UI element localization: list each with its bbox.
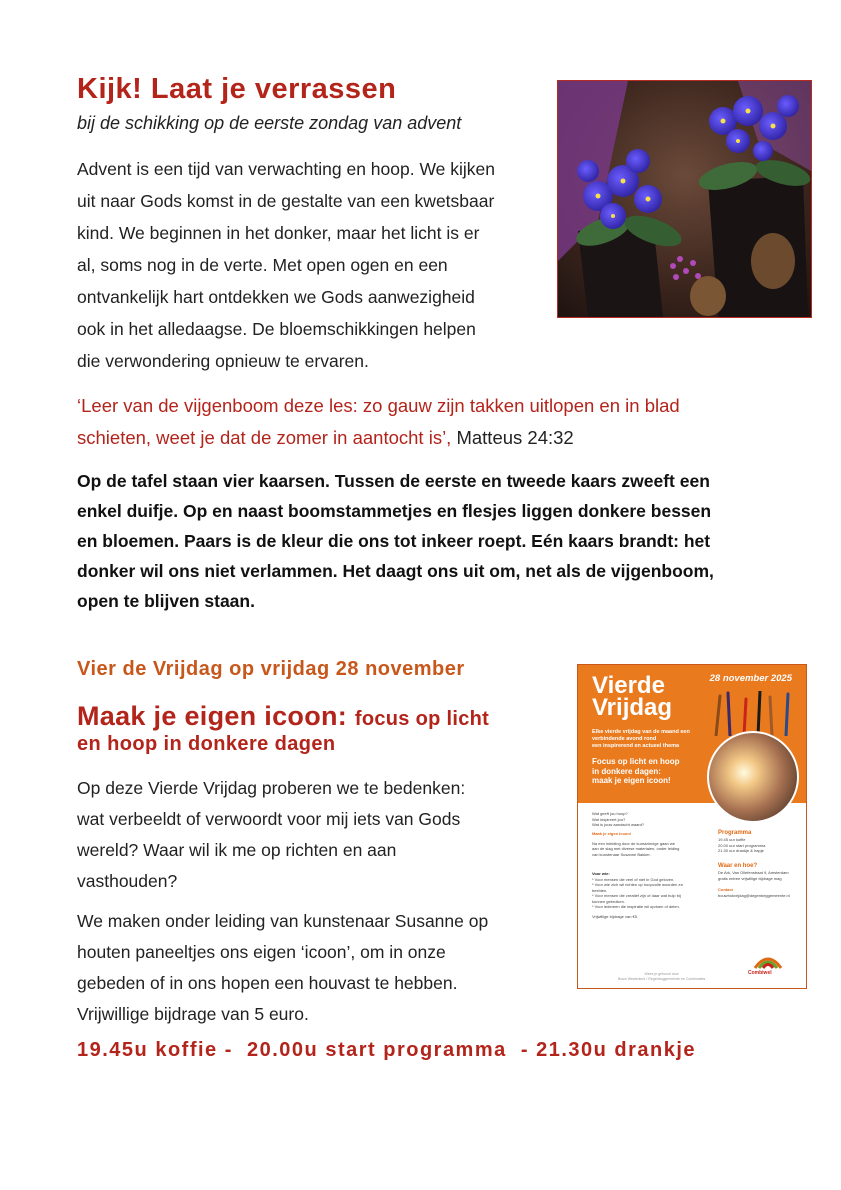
event-title xyxy=(77,700,489,735)
poster-footer xyxy=(618,972,705,982)
poster-title xyxy=(592,672,673,721)
event-paragraph-1 xyxy=(77,773,465,897)
section1-subtitle: bij de schikking op de eerste zondag van advent xyxy=(77,113,462,133)
paragraph-line: houten paneeltjes ons eigen ‘icoon’, om in onze xyxy=(77,942,446,962)
poster-waar-line: De Ark, Van Ollefenstraat 9, Amsterdam xyxy=(718,870,789,875)
intro-line: uit naar Gods komst in de gestalte van een kwetsbaar xyxy=(77,191,495,211)
section1-intro xyxy=(77,153,547,377)
poster-voor-wie-line: beelden. xyxy=(592,887,608,893)
description-line: donker wil ons niet verlammen. Het daagt ons uit om, net als de vijgenboom, xyxy=(77,561,714,581)
poster-voor-wie-line: * Voor mensen die creatief zijn of daar wat hulp bij xyxy=(592,893,681,898)
poster-questions xyxy=(592,811,644,828)
event-schedule: 19.45u koffie - 20.00u start programma - 21.30u drankje xyxy=(77,1039,697,1061)
poster-programma-line: 20.00 uur start programma xyxy=(718,842,766,848)
vierde-vrijdag-poster xyxy=(577,664,807,989)
poster-contact-heading: Contact xyxy=(718,887,733,892)
poster-programma-line: 19.45 uur koffie xyxy=(718,837,746,842)
poster-light-image xyxy=(706,730,801,825)
quote-line: ‘Leer van de vijgenboom deze les: zo gauw zijn takken uitlopen en in blad xyxy=(77,395,680,416)
paragraph-line: Op deze Vierde Vrijdag proberen we te bedenken: xyxy=(77,778,466,798)
intro-line: ontvankelijk hart ontdekken we Gods aanwezigheid xyxy=(77,287,475,307)
poster-voor-wie-line: * Voor iedereen die inspiratie wil opdoen of delen. xyxy=(592,904,680,909)
arrangement-description xyxy=(77,466,714,616)
poster-maak-line: van kunstenaar Susanne Bakker. xyxy=(592,851,651,857)
poster-footer-line: Wees je gehoord door xyxy=(644,972,679,976)
poster-maak-line: Na een inleiding door de kunstzinnige gaan we xyxy=(592,840,675,846)
poster-maak-heading: Maak je eigen icoon! xyxy=(592,831,632,836)
poster-question: Wat is jouw aandacht waard? xyxy=(592,822,645,827)
event-title-main: Maak je eigen icoon: xyxy=(77,701,348,731)
description-line: Op de tafel staan vier kaarsen. Tussen de eerste en tweede kaars zweeft een xyxy=(77,471,710,491)
poster-voor-wie-line: * Voor mensen die veel of niet in God geloven. xyxy=(592,876,675,882)
poster-subtitle-line: Elke vierde vrijdag van de maand een xyxy=(592,729,690,735)
quote-line-2 xyxy=(77,422,680,454)
poster-voor-wie-heading: Voor wie: xyxy=(592,871,610,876)
poster-voor-wie xyxy=(592,871,683,919)
poster-date: 28 november 2025 xyxy=(709,673,792,684)
poster-waar-heading: Waar en hoe? xyxy=(718,863,758,869)
poster-focus-line: maak je eigen icoon! xyxy=(592,776,671,785)
paragraph-line: vasthouden? xyxy=(77,871,178,891)
combiwel-logo-icon xyxy=(753,950,783,970)
poster-title-line: Vierde xyxy=(592,672,665,699)
intro-line: ook in het alledaagse. De bloemschikkingen helpen xyxy=(77,319,476,339)
flower-arrangement-photo xyxy=(557,80,812,318)
poster-voor-wie-line: * Voor wie zich wil richten op hoopvolle woorden en xyxy=(592,882,683,887)
description-line: open te blijven staan. xyxy=(77,591,255,611)
intro-line: kind. We beginnen in het donker, maar het licht is er xyxy=(77,223,480,243)
poster-title-line: Vrijdag xyxy=(592,694,673,721)
poster-logo-text: Combiwel xyxy=(748,970,772,976)
section1-title: Kijk! Laat je verrassen xyxy=(77,73,397,105)
event-heading: Vier de Vrijdag op vrijdag 28 november xyxy=(77,658,465,680)
poster-focus-line: in donkere dagen: xyxy=(592,766,661,776)
event-paragraph-2 xyxy=(77,906,488,1030)
poster-footer-line: Bouw Westerkerk / Regenboggemeente en Combinaties xyxy=(618,977,706,981)
quote-line: schieten, weet je dat de zomer in aantocht is’, xyxy=(77,427,452,448)
poster-subtitle xyxy=(592,729,690,750)
intro-line: Advent is een tijd van verwachting en hoop. We kijken xyxy=(77,159,495,179)
poster-programma-line: 21.30 uur drankje & hapje xyxy=(718,848,764,853)
poster-subtitle-line: verbindende avond rond xyxy=(592,736,657,742)
flower-arrangement-image xyxy=(558,81,811,317)
paragraph-line: gebeden of in ons hopen een houvast te hebben. xyxy=(77,973,458,993)
paragraph-line: Vrijwillige bijdrage van 5 euro. xyxy=(77,1004,309,1024)
poster-subtitle-line: een inspirerend en actueel thema xyxy=(592,743,680,749)
poster-maak-section xyxy=(592,831,679,857)
poster-programma-heading: Programma xyxy=(718,830,752,836)
intro-line: al, soms nog in de verte. Met open ogen en een xyxy=(77,255,448,275)
poster-question: Wat geeft jou hoop? xyxy=(592,811,628,816)
paragraph-line: We maken onder leiding van kunstenaar Susanne op xyxy=(77,911,489,931)
poster-bijdrage: Vrijwillige bijdrage van €5. xyxy=(592,913,639,919)
description-line: en bloemen. Paars is de kleur die ons tot inkeer roept. Eén kaars brandt: het xyxy=(77,531,711,551)
poster-maak-line: aan de slag met diverse materialen, onder leiding xyxy=(592,846,680,851)
poster-waar-line: gratis entree vrijwillige bijdrage mag xyxy=(718,875,782,881)
poster-voor-wie-line: kunnen gebruiken. xyxy=(592,898,625,904)
bible-quote xyxy=(77,390,680,454)
intro-line: die verwondering opnieuw te ervaren. xyxy=(77,351,369,371)
paragraph-line: wereld? Waar wil ik me op richten en aan xyxy=(77,840,397,860)
poster-contact-line: bouwhokvrijdag@degenbeggemeente.nl xyxy=(718,892,790,898)
poster-waar xyxy=(718,863,789,881)
description-line: enkel duifje. Op en naast boomstammetjes en flesjes liggen donkere bessen xyxy=(77,501,712,521)
poster-focus xyxy=(592,757,680,786)
poster-question: Wat inspireert jou? xyxy=(592,816,626,822)
poster-contact xyxy=(718,887,790,898)
event-title-small: focus op licht xyxy=(354,708,490,730)
paragraph-line: wat verbeeldt of verwoordt voor mij iets van Gods xyxy=(77,809,461,829)
poster-programma xyxy=(718,830,765,854)
quote-reference: Matteus 24:32 xyxy=(456,427,574,448)
event-subtitle: en hoop in donkere dagen xyxy=(77,733,336,755)
poster-focus-line: Focus op licht en hoop xyxy=(592,757,680,766)
